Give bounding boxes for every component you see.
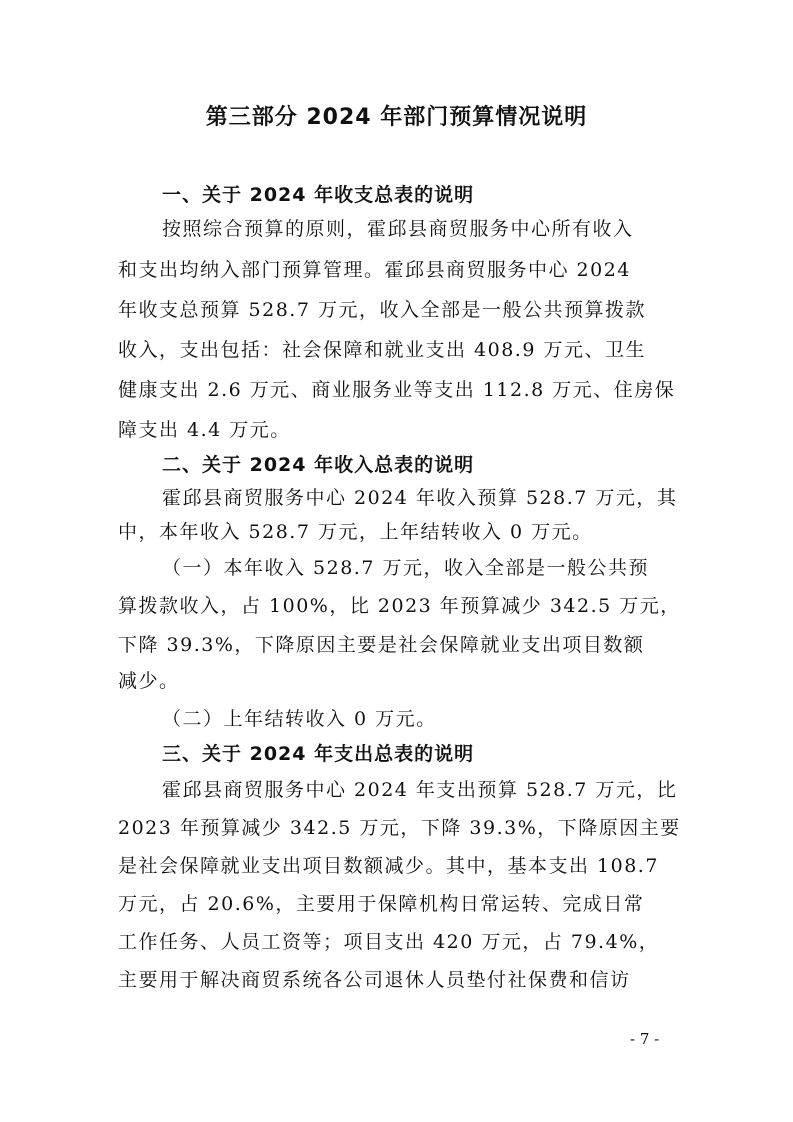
section-heading-2: 二、关于 2024 年收入总表的说明	[162, 454, 475, 476]
paragraph-line: 万元，占 20.6%，主要用于保障机构日常运转、完成日常	[118, 893, 645, 915]
paragraph-line: 是社会保障就业支出项目数额减少。其中，基本支出 108.7	[118, 855, 659, 877]
section-heading-3: 三、关于 2024 年支出总表的说明	[162, 743, 475, 765]
paragraph-line: 霍邱县商贸服务中心 2024 年收入预算 528.7 万元，其	[162, 487, 678, 509]
paragraph-line: 工作任务、人员工资等；项目支出 420 万元，占 79.4%，	[118, 931, 660, 953]
page-number: - 7 -	[630, 1030, 660, 1048]
paragraph-line: （一）本年收入 528.7 万元，收入全部是一般公共预	[162, 557, 649, 579]
page-title: 第三部分 2024 年部门预算情况说明	[205, 105, 588, 130]
paragraph-line: 减少。	[118, 670, 180, 692]
paragraph-line: 算拨款收入，占 100%，比 2023 年预算减少 342.5 万元，	[118, 595, 681, 617]
paragraph-line: 收入，支出包括：社会保障和就业支出 408.9 万元、卫生	[118, 339, 646, 361]
paragraph-line: 霍邱县商贸服务中心 2024 年支出预算 528.7 万元，比	[162, 779, 678, 801]
paragraph-line: 主要用于解决商贸系统各公司退休人员垫付社保费和信访	[118, 969, 631, 991]
paragraph-line: 下降 39.3%，下降原因主要是社会保障就业支出项目数额	[118, 634, 645, 656]
paragraph-line: 年收支总预算 528.7 万元，收入全部是一般公共预算拨款	[118, 299, 646, 321]
paragraph-line: 2023 年预算减少 342.5 万元，下降 39.3%，下降原因主要	[118, 817, 681, 839]
paragraph-line: 中，本年收入 528.7 万元，上年结转收入 0 万元。	[118, 521, 593, 543]
section-heading-1: 一、关于 2024 年收支总表的说明	[162, 184, 475, 206]
paragraph-line: 障支出 4.4 万元。	[118, 419, 291, 441]
paragraph-line: 健康支出 2.6 万元、商业服务业等支出 112.8 万元、住房保	[118, 379, 676, 401]
paragraph-line: 按照综合预算的原则，霍邱县商贸服务中心所有收入	[162, 218, 634, 240]
paragraph-line: 和支出均纳入部门预算管理。霍邱县商贸服务中心 2024	[118, 259, 631, 281]
paragraph-line: （二）上年结转收入 0 万元。	[162, 708, 437, 730]
